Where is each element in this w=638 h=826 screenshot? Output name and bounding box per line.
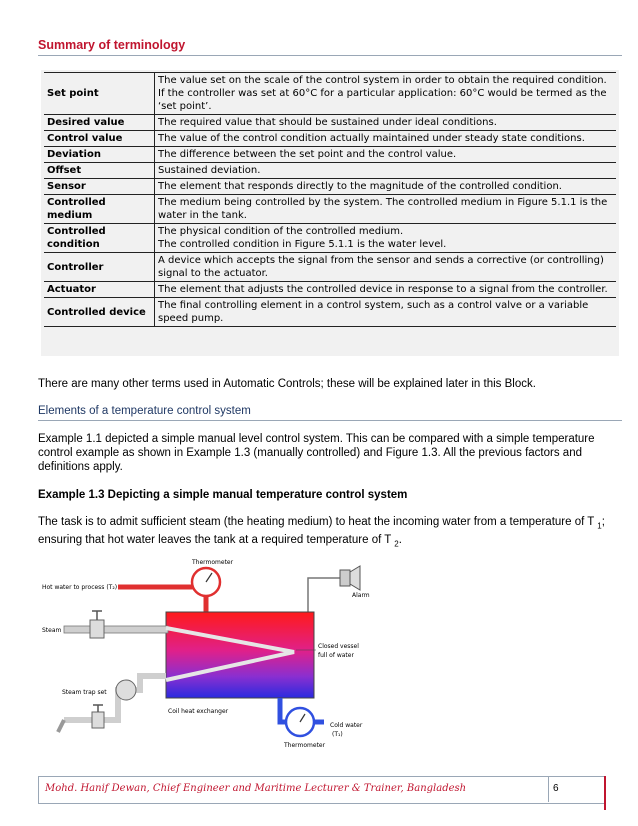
definition-line: The difference between the set point and the control value. <box>158 149 457 160</box>
term-definition <box>155 147 617 163</box>
hot-water-pipe <box>118 587 206 612</box>
page-number: 6 <box>553 783 559 794</box>
label-coil: Coil heat exchanger <box>168 708 229 715</box>
term-definition <box>155 115 617 131</box>
term-row <box>44 115 616 131</box>
label-thermometer-top: Thermometer <box>192 559 234 566</box>
definition-line: The required value that should be sustained under ideal conditions. <box>158 117 497 128</box>
definition-line: The controlled condition in Figure 5.1.1 is the water level. <box>158 239 447 250</box>
term-name: Control value <box>44 131 155 147</box>
t1-subscript: 1 <box>597 521 602 531</box>
definition-line: Sustained deviation. <box>158 165 261 176</box>
steam-valve-handle <box>92 611 102 620</box>
condensate-pipe <box>64 676 166 720</box>
label-cold-water: Cold water <box>330 722 363 729</box>
label-vessel-2: full of water <box>318 652 354 659</box>
label-thermometer-bottom: Thermometer <box>284 742 326 749</box>
alarm-box <box>340 570 350 586</box>
term-row <box>44 298 616 327</box>
label-cold-t1: (T₁) <box>332 731 343 738</box>
terminology-table <box>44 72 616 327</box>
term-name: Sensor <box>44 179 155 195</box>
term-name: Controlled condition <box>44 224 155 253</box>
term-definition <box>155 282 617 298</box>
footer-author: Mohd. Hanif Dewan, Chief Engineer and Maritime Lecturer & Trainer, Bangladesh <box>45 783 467 794</box>
definition-line: The value of the control condition actually maintained under steady state conditions. <box>158 133 585 144</box>
term-row <box>44 131 616 147</box>
drain-outlet <box>58 720 64 732</box>
term-row <box>44 179 616 195</box>
term-definition <box>155 298 617 327</box>
term-definition <box>155 253 617 282</box>
heading-rule <box>38 55 622 56</box>
label-steam-trap: Steam trap set <box>62 689 107 696</box>
subheading: Elements of a temperature control system <box>38 405 251 417</box>
top-thermometer <box>192 568 220 596</box>
trap-valve <box>92 712 104 728</box>
definition-line: water in the tank. <box>158 210 247 221</box>
example-title: Example 1.3 Depicting a simple manual temperature control system <box>38 489 408 501</box>
term-name: Deviation <box>44 147 155 163</box>
term-name: Controlled device <box>44 298 155 327</box>
steam-valve <box>90 620 104 638</box>
term-definition <box>155 224 617 253</box>
term-row <box>44 147 616 163</box>
term-definition <box>155 195 617 224</box>
term-definition <box>155 163 617 179</box>
term-definition <box>155 73 617 115</box>
steam-pipe <box>64 626 168 633</box>
term-definition <box>155 179 617 195</box>
label-alarm: Alarm <box>352 592 370 599</box>
alarm-line <box>308 578 340 612</box>
steam-trap <box>116 680 136 700</box>
definition-line: The element that responds directly to the magnitude of the controlled condition. <box>158 181 562 192</box>
definition-line: speed pump. <box>158 313 224 324</box>
alarm-icon <box>350 566 360 590</box>
term-name: Desired value <box>44 115 155 131</box>
term-definition <box>155 131 617 147</box>
term-row <box>44 73 616 115</box>
term-row <box>44 282 616 298</box>
term-name: Actuator <box>44 282 155 298</box>
bottom-thermometer-needle <box>300 714 305 722</box>
label-hot-water: Hot water to process (T₂) <box>42 584 118 591</box>
term-row <box>44 224 616 253</box>
term-row <box>44 195 616 224</box>
cold-water-pipe <box>280 698 300 722</box>
definition-line: The physical condition of the controlled medium. <box>158 226 404 237</box>
definition-line: The final controlling element in a control system, such as a control valve or a variable <box>158 300 589 311</box>
trap-valve-handle <box>93 705 103 712</box>
term-name: Controlled medium <box>44 195 155 224</box>
label-vessel-1: Closed vessel <box>318 643 359 650</box>
intro-paragraph: There are many other terms used in Automatic Controls; these will be explained later in this Block. <box>38 378 536 390</box>
term-name: Set point <box>44 73 155 115</box>
label-steam: Steam <box>42 627 62 634</box>
comparison-paragraph: Example 1.1 depicted a simple manual level control system. This can be compared with a simple temperature control example as shown in Example 1.3 (manually controlled) and Figure 1.3. All the previous factors and definitions apply. <box>38 433 595 473</box>
t2-subscript: 2 <box>394 539 399 549</box>
term-row <box>44 163 616 179</box>
section-heading: Summary of terminology <box>38 38 186 52</box>
closed-vessel <box>166 612 314 698</box>
task-paragraph: The task is to admit sufficient steam (the heating medium) to heat the incoming water from a temperature of T $_1$; ensuring that hot water leaves the tank at a required temperature of T $_2$. <box>38 516 605 549</box>
definition-line: The element that adjusts the controlled device in response to a signal from the controller. <box>158 284 608 295</box>
page-edge-bar <box>604 776 606 810</box>
definition-line: If the controller was set at 60°C for a particular application: 60°C would be termed as the ‘set point’. <box>158 88 607 112</box>
term-row <box>44 253 616 282</box>
definition-line: The value set on the scale of the control system in order to obtain the required condition. <box>158 75 607 86</box>
coil-heat-exchanger <box>166 628 294 680</box>
definition-line: A device which accepts the signal from the sensor and sends a corrective (or controlling) <box>158 255 604 266</box>
subheading-rule <box>38 420 622 421</box>
top-thermometer-needle <box>206 573 212 582</box>
definition-line: The medium being controlled by the system. The controlled medium in Figure 5.1.1 is the <box>158 197 608 208</box>
bottom-thermometer <box>286 708 314 736</box>
term-name: Controller <box>44 253 155 282</box>
definition-line: signal to the actuator. <box>158 268 268 279</box>
term-name: Offset <box>44 163 155 179</box>
